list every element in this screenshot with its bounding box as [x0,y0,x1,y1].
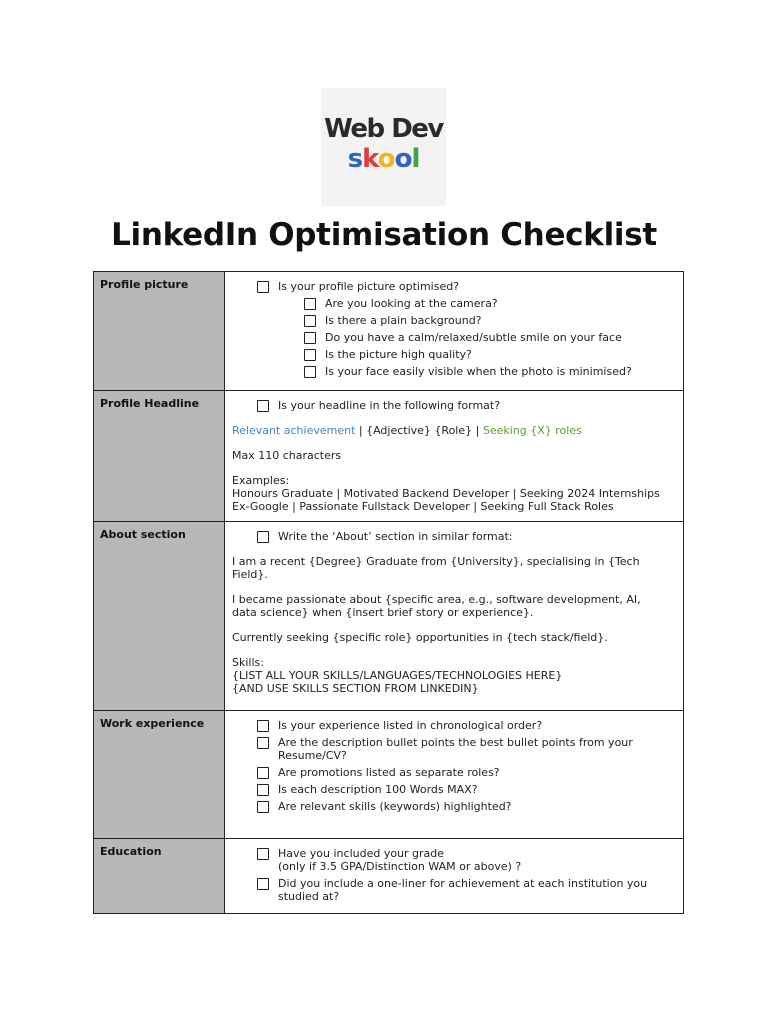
checklist-item-line: Write the ‘About’ section in similar format: [278,530,513,543]
checklist-item-text [278,530,513,543]
section-paragraph [232,593,677,619]
section-label: About section [94,522,225,711]
checklist-item[interactable] [257,800,677,813]
section-paragraph [232,656,677,695]
checkbox[interactable] [304,349,316,361]
section-label: Profile Headline [94,391,225,522]
checkbox[interactable] [304,315,316,327]
checklist-item-text [278,783,478,796]
checklist-item-text [278,800,512,813]
checklist-item-line: Is your experience listed in chronological order? [278,719,543,732]
checklist-item[interactable] [257,280,677,293]
paragraph-line: Skills: [232,656,264,669]
checklist-item-text [325,348,472,361]
section-content [225,839,684,914]
paragraph-line: Honours Graduate | Motivated Backend Developer | Seeking 2024 Internships [232,487,660,500]
page-title: LinkedIn Optimisation Checklist [111,217,657,253]
paragraph-line: Ex-Google | Passionate Fullstack Developer | Seeking Full Stack Roles [232,500,614,513]
checklist-item-text [278,847,521,873]
checkbox[interactable] [257,720,269,732]
checkbox[interactable] [257,878,269,890]
checklist-item[interactable] [257,847,677,873]
checklist-item-line: Are relevant skills (keywords) highlighted? [278,800,512,813]
section-content [225,272,684,391]
checkbox[interactable] [257,801,269,813]
checklist-item-line: Resume/CV? [278,749,347,762]
checklist-item-line: Is each description 100 Words MAX? [278,783,478,796]
checkbox[interactable] [304,332,316,344]
checklist-item[interactable] [257,736,677,762]
paragraph-line: {LIST ALL YOUR SKILLS/LANGUAGES/TECHNOLOGIES HERE} [232,669,563,682]
checklist-item[interactable] [304,348,677,361]
checkbox[interactable] [257,784,269,796]
section-label: Education [94,839,225,914]
checklist-item-text [325,297,498,310]
checklist-item-line: Are the description bullet points the best bullet points from your [278,736,633,749]
checkbox[interactable] [304,298,316,310]
logo-letter: l [411,144,420,174]
checklist-item-line: Is the picture high quality? [325,348,472,361]
checklist-item[interactable] [257,399,677,412]
section-label: Work experience [94,711,225,839]
section-paragraph [232,631,677,644]
section-content [225,522,684,711]
headline-format-part: | {Adjective} {Role} | [355,424,483,437]
checklist-item-line: Are you looking at the camera? [325,297,498,310]
checklist-item-text [278,877,647,903]
checklist-item-line: Are promotions listed as separate roles? [278,766,500,779]
checklist-item[interactable] [257,766,677,779]
checklist-item-text [325,314,482,327]
section-row-about-section [94,522,684,711]
section-content [225,711,684,839]
checkbox[interactable] [304,366,316,378]
checklist-item[interactable] [304,365,677,378]
paragraph-line: Currently seeking {specific role} opportunities in {tech stack/field}. [232,631,608,644]
checklist-item[interactable] [257,877,677,903]
checklist-item-line: Do you have a calm/relaxed/subtle smile on your face [325,331,622,344]
paragraph-line: I am a recent {Degree} Graduate from {University}, specialising in {Tech Field}. [232,555,640,581]
section-row-profile-picture [94,272,684,391]
checklist-item-text [278,399,500,412]
checkbox[interactable] [257,531,269,543]
checklist-table [93,271,684,914]
checklist-item[interactable] [304,331,677,344]
section-paragraph [232,449,677,462]
checklist-item-line: Have you included your grade [278,847,445,860]
paragraph-line: data science} when {insert brief story or experience}. [232,606,534,619]
checklist-item-line: studied at? [278,890,340,903]
logo-letter: s [347,144,363,174]
section-label: Profile picture [94,272,225,391]
checklist-item[interactable] [257,783,677,796]
checklist-item[interactable] [257,530,677,543]
checklist-item-text [278,736,633,762]
headline-format [232,424,677,437]
checklist-item[interactable] [304,314,677,327]
checklist-item[interactable] [257,719,677,732]
section-row-education [94,839,684,914]
checkbox[interactable] [257,400,269,412]
checkbox[interactable] [257,281,269,293]
checklist-item[interactable] [304,297,677,310]
paragraph-line: Examples: [232,474,290,487]
checklist-item-text [278,719,542,732]
checklist-item-text [325,331,622,344]
paragraph-line: Max 110 characters [232,449,342,462]
section-content [225,391,684,522]
checklist-item-line: (only if 3.5 GPA/Distinction WAM or above) ? [278,860,522,873]
headline-format-part: Relevant achievement [232,424,356,437]
logo-text-skool [321,144,446,174]
paragraph-line: {AND USE SKILLS SECTION FROM LINKEDIN} [232,682,479,695]
checkbox[interactable] [257,737,269,749]
paragraph-line: I became passionate about {specific area, e.g., software development, AI, [232,593,641,606]
headline-format-part: Seeking {X} roles [482,424,582,437]
checklist-item-line: Is your face easily visible when the photo is minimised? [325,365,632,378]
logo-text-web-dev: Web Dev [324,114,443,144]
checklist-item-line: Is there a plain background? [325,314,482,327]
checklist-item-line: Is your profile picture optimised? [278,280,460,293]
logo-letter: o [394,144,412,174]
checklist-item-line: Is your headline in the following format? [278,399,501,412]
checklist-item-line: Did you include a one-liner for achievement at each institution you [278,877,648,890]
logo-letter: k [362,144,378,174]
checkbox[interactable] [257,767,269,779]
checkbox[interactable] [257,848,269,860]
section-row-work-experience [94,711,684,839]
checklist-item-text [278,280,459,293]
checklist-item-text [278,766,500,779]
section-paragraph [232,474,677,513]
checklist-item-text [325,365,632,378]
section-row-profile-headline [94,391,684,522]
section-paragraph [232,555,677,581]
web-dev-skool-logo [321,88,446,206]
logo-letter: o [377,144,395,174]
